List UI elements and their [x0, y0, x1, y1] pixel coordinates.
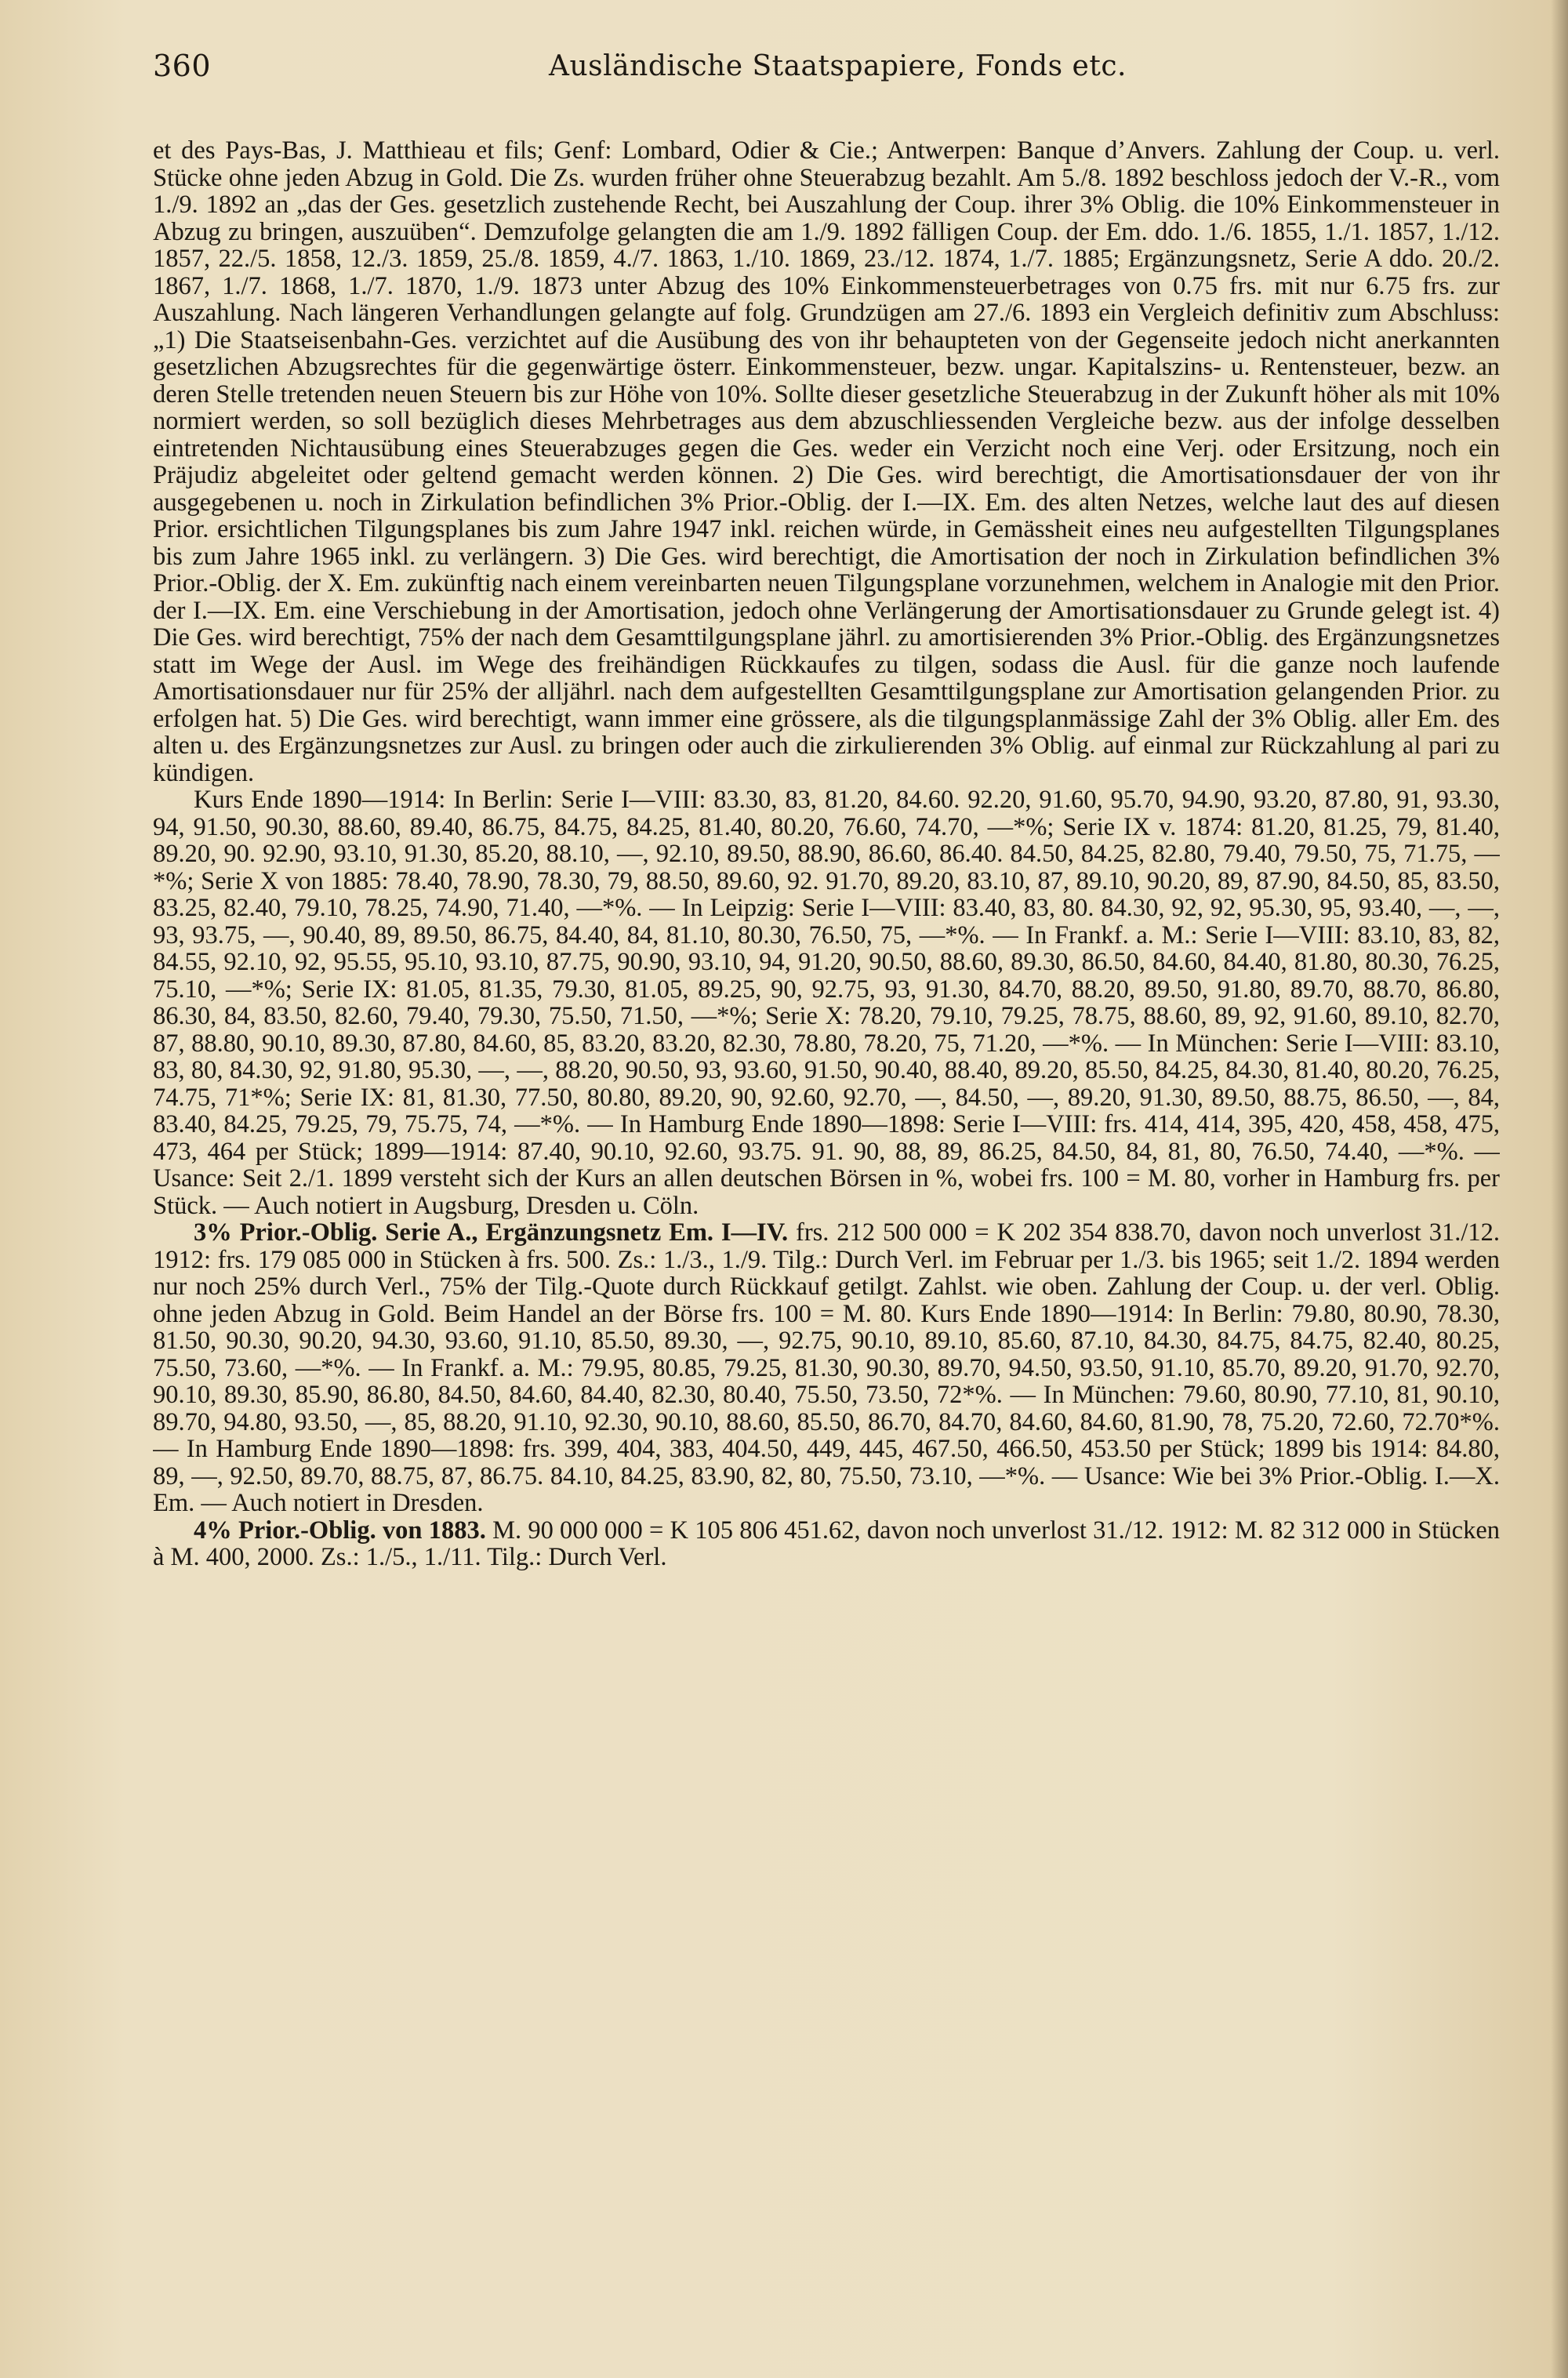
- running-title: Ausländische Staatspapiere, Fonds etc.: [549, 50, 1127, 82]
- paragraph-1883-bonds: [153, 1517, 1500, 1571]
- paragraph-text: et des Pays-Bas, J. Matthieau et fils; Genf: Lombard, Odier & Cie.; Antwerpen: Banque d’Anvers. Zahlung der Coup. u. verl. Stücke ohne jeden Abzug in Gold. Die Zs. wurden früher ohne Steuerabzug bezahlt. Am 5./8. 1892 beschloss jedoch der V.-R., vom 1./9. 1892 an „das der Ges. gesetzlich zustehende Recht, bei Auszahlung der Coup. ihrer 3% Oblig. die 10% Einkommensteuer in Abzug zu bringen, auszuüben“. Demzufolge gelangten die am 1./9. 1892 fälligen Coup. der Em. ddo. 1./6. 1855, 1./1. 1857, 1./12. 1857, 22./5. 1858, 12./3. 1859, 25./8. 1859, 4./7. 1863, 1./10. 1869, 23./12. 1874, 1./7. 1885; Ergänzungsnetz, Serie A ddo. 20./2. 1867, 1./7. 1868, 1./7. 1870, 1./9. 1873 unter Abzug des 10% Einkommensteuerbetrages von 0.75 frs. mit nur 6.75 frs. zur Auszahlung. Nach längeren Verhandlungen gelangte auf folg. Grundzügen am 27./6. 1893 ein Vergleich definitiv zum Abschluss: „1) Die Staatseisenbahn-Ges. verzichtet auf die Ausübung des von ihr behaupteten von der Gegenseite jedoch nicht anerkannten gesetzlichen Abzugsrechtes für die gegenwärtige österr. Einkommensteuer, bezw. ungar. Kapitalszins- u. Rentensteuer, bezw. an deren Stelle tretenden neuen Steuern bis zur Höhe von 10%. Sollte dieser gesetzliche Steuerabzug in der Zukunft höher als mit 10% normiert werden, so soll bezüglich dieses Mehrbetrages aus dem abzuschliessenden Vergleiche bezw. aus der infolge desselben eintretenden Nichtausübung eines Steuerabzuges gegen die Ges. weder ein Verzicht noch eine Verj. oder Ersitzung, noch ein Präjudiz abgeleitet oder geltend gemacht werden können. 2) Die Ges. wird berechtigt, die Amortisationsdauer der von ihr ausgegebenen u. noch in Zirkulation befindlichen 3% Prior.-Oblig. der I.—IX. Em. des alten Netzes, welche laut des auf diesen Prior. ersichtlichen Tilgungsplanes bis zum Jahre 1947 inkl. reichen würde, in Gemässheit eines neu aufgestellten Tilgungsplanes bis zum Jahre 1965 inkl. zu verlängern. 3) Die Ges. wird berechtigt, die Amortisation der noch in Zirkulation befindlichen 3% Prior.-Oblig. der X. Em. zukünftig nach einem vereinbarten neuen Tilgungsplane vorzunehmen, welchem in Analogie mit den Prior. der I.—IX. Em. eine Verschiebung in der Amortisation, jedoch ohne Verlängerung der Amortisationsdauer zu Grunde gelegt ist. 4) Die Ges. wird berechtigt, 75% der nach dem Gesamttilgungsplane jährl. zu amortisierenden 3% Prior.-Oblig. des Ergänzungsnetzes statt im Wege der Ausl. im Wege des freihändigen Rückkaufes zu tilgen, sodass die Ausl. für die ganze noch laufende Amortisationsdauer nur für 25% der alljährl. nach dem aufgestellten Gesamttilgungsplane zur Amortisation gelangenden Prior. zu erfolgen hat. 5) Die Ges. wird berechtigt, wann immer eine grössere, als die tilgungsplanmässige Zahl der 3% Oblig. aller Em. des alten u. des Ergänzungsnetzes zur Ausl. zu bringen oder auch die zirkulierenden 3% Oblig. auf einmal zur Rückzahlung al pari zu kündigen.: [153, 137, 1500, 787]
- entry-heading: 3% Prior.-Oblig. Serie A., Ergänzungsnetz Em. I—IV.: [194, 1218, 789, 1247]
- book-spine-shadow: [1551, 0, 1568, 2378]
- page-header: [153, 49, 1501, 96]
- paragraph-text: frs. 212 500 000 = K 202 354 838.70, davon noch unverlost 31./12. 1912: frs. 179 085 000 in Stücken à frs. 500. Zs.: 1./3., 1./9. Tilg.: Durch Verl. im Februar per 1./3. bis 1965; seit 1./2. 1894 werden nur noch 25% durch Verl., 75% der Tilg.-Quote durch Rückkauf getilgt. Zahlst. wie oben. Zahlung der Coup. u. der verl. Oblig. ohne jeden Abzug in Gold. Beim Handel an der Börse frs. 100 = M. 80. Kurs Ende 1890—1914: In Berlin: 79.80, 80.90, 78.30, 81.50, 90.30, 90.20, 94.30, 93.60, 91.10, 85.50, 89.30, —, 92.75, 90.10, 89.10, 85.60, 87.10, 84.30, 84.75, 84.75, 82.40, 80.25, 75.50, 73.60, —*%. — In Frankf. a. M.: 79.95, 80.85, 79.25, 81.30, 90.30, 89.70, 94.50, 93.50, 91.10, 85.70, 89.20, 91.70, 92.70, 90.10, 89.30, 85.90, 86.80, 84.50, 84.60, 84.40, 82.30, 80.40, 75.50, 73.50, 72*%. — In München: 79.60, 80.90, 77.10, 81, 90.10, 89.70, 94.80, 93.50, —, 85, 88.20, 91.10, 92.30, 90.10, 88.60, 85.50, 86.70, 84.70, 84.60, 84.60, 81.90, 78, 75.20, 72.60, 72.70*%. — In Hamburg Ende 1890—1898: frs. 399, 404, 383, 404.50, 449, 445, 467.50, 466.50, 453.50 per Stück; 1899 bis 1914: 84.80, 89, —, 92.50, 89.70, 88.75, 87, 86.75. 84.10, 84.25, 83.90, 82, 80, 75.50, 73.10, —*%. — Usance: Wie bei 3% Prior.-Oblig. I.—X. Em. — Auch notiert in Dresden.: [153, 1218, 1500, 1517]
- entry-heading: 4% Prior.-Oblig. von 1883.: [194, 1516, 486, 1545]
- page-body: [153, 137, 1500, 2348]
- paragraph-serie-a-bonds: [153, 1219, 1500, 1517]
- paragraph-text: Kurs Ende 1890—1914: In Berlin: Serie I—VIII: 83.30, 83, 81.20, 84.60. 92.20, 91.60, 95.70, 94.90, 93.20, 87.80, 91, 93.30, 94, 91.50, 90.30, 88.60, 89.40, 86.75, 84.75, 84.25, 81.40, 80.20, 76.60, 74.70, —*%; Serie IX v. 1874: 81.20, 81.25, 79, 81.40, 89.20, 90. 92.90, 93.10, 91.30, 85.20, 88.10, —, 92.10, 89.50, 88.90, 86.60, 86.40. 84.50, 84.25, 82.80, 79.40, 79.50, 75, 71.75, —*%; Serie X von 1885: 78.40, 78.90, 78.30, 79, 88.50, 89.60, 92. 91.70, 89.20, 83.10, 87, 89.10, 90.20, 89, 87.90, 84.50, 85, 83.50, 83.25, 82.40, 79.10, 78.25, 74.90, 71.40, —*%. — In Leipzig: Serie I—VIII: 83.40, 83, 80. 84.30, 92, 92, 95.30, 95, 93.40, —, —, 93, 93.75, —, 90.40, 89, 89.50, 86.75, 84.40, 84, 81.10, 80.30, 76.50, 75, —*%. — In Frankf. a. M.: Serie I—VIII: 83.10, 83, 82, 84.55, 92.10, 92, 95.55, 95.10, 93.10, 87.75, 90.90, 93.10, 94, 91.20, 90.50, 88.60, 89.30, 86.50, 84.60, 84.40, 81.80, 80.30, 76.25, 75.10, —*%; Serie IX: 81.05, 81.35, 79.30, 81.05, 89.25, 90, 92.75, 93, 91.30, 84.70, 88.20, 89.50, 91.80, 89.70, 88.70, 86.80, 86.30, 84, 83.50, 82.60, 79.40, 79.30, 75.50, 71.50, —*%; Serie X: 78.20, 79.10, 79.25, 78.75, 88.60, 89, 92, 91.60, 89.10, 82.70, 87, 88.80, 90.10, 89.30, 87.80, 84.60, 85, 83.20, 83.20, 82.30, 78.80, 78.20, 75, 71.20, —*%. — In München: Serie I—VIII: 83.10, 83, 80, 84.30, 92, 91.80, 95.30, —, —, 88.20, 90.50, 93, 93.60, 91.50, 90.40, 88.40, 89.20, 85.50, 84.25, 84.30, 81.40, 80.20, 76.25, 74.75, 71*%; Serie IX: 81, 81.30, 77.50, 80.80, 89.20, 90, 92.60, 92.70, —, 84.50, —, 89.20, 91.30, 89.50, 88.75, 86.50, —, 84, 83.40, 84.25, 79.25, 79, 75.75, 74, —*%. — In Hamburg Ende 1890—1898: Serie I—VIII: frs. 414, 414, 395, 420, 458, 458, 475, 473, 464 per Stück; 1899—1914: 87.40, 90.10, 92.60, 93.75. 91. 90, 88, 89, 86.25, 84.50, 84, 81, 80, 76.50, 74.40, —*%. — Usance: Seit 2./1. 1899 versteht sich der Kurs an allen deutschen Börsen in %, wobei frs. 100 = M. 80, vorher in Hamburg frs. per Stück. — Auch notiert in Augsburg, Dresden u. Cöln.: [153, 786, 1500, 1220]
- paragraph-settlement-terms: [153, 137, 1500, 786]
- page-number: 360: [153, 49, 212, 83]
- paragraph-price-history: [153, 786, 1500, 1219]
- paragraph-text: M. 90 000 000 = K 105 806 451.62, davon noch unverlost 31./12. 1912: M. 82 312 000 in Stücken à M. 400, 2000. Zs.: 1./5., 1./11. Tilg.: Durch Verl.: [153, 1516, 1500, 1571]
